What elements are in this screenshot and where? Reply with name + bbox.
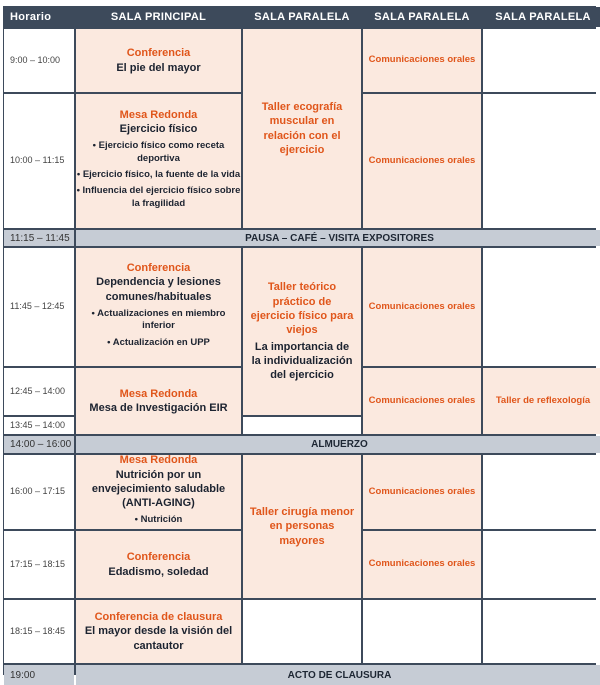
header-sala-principal: SALA PRINCIPAL — [76, 7, 241, 27]
comunicaciones-cell — [363, 248, 481, 366]
session-type: Conferencia — [126, 47, 191, 60]
session-type: Mesa Redonda — [119, 454, 198, 467]
comunicaciones-label: Comunicaciones orales — [368, 54, 476, 66]
time-cell: 18:15 – 18:45 — [4, 600, 74, 663]
comunicaciones-label: Comunicaciones orales — [368, 558, 476, 570]
session-main-2 — [76, 94, 241, 228]
workshop-title: Taller ecografía muscular en relación con el ejercicio — [261, 100, 343, 156]
empty-cell — [243, 417, 361, 434]
time-cell: 13:45 – 14:00 — [4, 417, 74, 434]
lunch-band: ALMUERZO — [76, 436, 600, 453]
session-main-3 — [76, 248, 241, 366]
session-title: Mesa de Investigación EIR — [89, 402, 228, 414]
session-main-6 — [76, 531, 241, 598]
comunicaciones-label: Comunicaciones orales — [368, 485, 476, 497]
session-type: Mesa Redonda — [119, 108, 198, 121]
workshop-ecografia — [243, 29, 361, 228]
time-cell: 17:15 – 18:15 — [4, 531, 74, 598]
session-type: Conferencia de clausura — [94, 611, 223, 624]
session-title: Ejercicio físico — [119, 123, 198, 136]
session-title: Dependencia y lesiones comunes/habituales — [96, 276, 221, 303]
topic-item: • Actualizaciones en miembro inferior — [76, 308, 241, 333]
empty-cell — [483, 248, 600, 366]
comunicaciones-cell — [363, 94, 481, 228]
time-cell: 12:45 – 14:00 — [4, 368, 74, 415]
workshop-cirugia — [243, 455, 361, 598]
session-type: Conferencia — [126, 551, 191, 564]
session-title: Nutrición por un envejecimiento saludable (ANTI-AGING) — [91, 468, 226, 510]
empty-cell — [363, 600, 481, 663]
header-sala-paralela-3: SALA PARALELA — [483, 7, 600, 27]
time-cell: 11:15 – 11:45 — [4, 230, 74, 246]
comunicaciones-cell — [363, 29, 481, 92]
closing-band: ACTO DE CLAUSURA — [76, 665, 600, 685]
session-title: El mayor desde la visión del cantautor — [84, 625, 233, 652]
topic-item: • Ejercicio físico, la fuente de la vida — [76, 169, 241, 181]
empty-cell — [483, 29, 600, 92]
session-main-4 — [76, 368, 241, 434]
topic-item: • Influencia del ejercicio físico sobre la fragilidad — [76, 185, 241, 210]
header-sala-paralela-1: SALA PARALELA — [243, 7, 361, 27]
topic-item: • Ejercicio físico como receta deportiva — [76, 140, 241, 165]
workshop-title: Taller de reflexología — [495, 394, 591, 406]
topic-item: • Nutrición — [135, 514, 183, 526]
comunicaciones-label: Comunicaciones orales — [368, 154, 476, 166]
session-title: El pie del mayor — [116, 61, 201, 74]
empty-cell — [483, 94, 600, 228]
session-main-1 — [76, 29, 241, 92]
time-cell: 19:00 — [4, 665, 74, 685]
topic-item: • Actualización en UPP — [76, 337, 241, 349]
time-cell: 10:00 – 11:15 — [4, 94, 74, 228]
time-cell: 14:00 – 16:00 — [4, 436, 74, 453]
empty-cell — [483, 531, 600, 598]
workshop-ejercicio — [243, 248, 361, 415]
time-cell: 16:00 – 17:15 — [4, 455, 74, 529]
comunicaciones-cell — [363, 531, 481, 598]
session-main-5 — [76, 455, 241, 529]
workshop-title: Taller cirugía menor en personas mayores — [249, 506, 355, 547]
session-title: Edadismo, soledad — [108, 565, 209, 578]
break-band: PAUSA – CAFÉ – VISITA EXPOSITORES — [76, 230, 600, 246]
schedule-table — [3, 6, 596, 681]
header-horario: Horario — [4, 7, 74, 27]
comunicaciones-label: Comunicaciones orales — [368, 394, 476, 406]
workshop-reflexologia — [483, 368, 600, 434]
session-type: Conferencia — [126, 262, 191, 275]
time-cell: 11:45 – 12:45 — [4, 248, 74, 366]
comunicaciones-cell — [363, 368, 481, 434]
empty-cell — [483, 455, 600, 529]
empty-cell — [483, 600, 600, 663]
session-type: Mesa Redonda — [119, 387, 198, 400]
time-cell: 9:00 – 10:00 — [4, 29, 74, 92]
empty-cell — [243, 600, 361, 663]
session-main-7 — [76, 600, 241, 663]
comunicaciones-label: Comunicaciones orales — [368, 300, 476, 312]
workshop-title: Taller teórico práctico de ejercicio físico para viejos — [250, 281, 354, 337]
header-sala-paralela-2: SALA PARALELA — [363, 7, 481, 27]
workshop-subtitle: La importancia de la individualización del ejercicio — [251, 340, 353, 382]
comunicaciones-cell — [363, 455, 481, 529]
